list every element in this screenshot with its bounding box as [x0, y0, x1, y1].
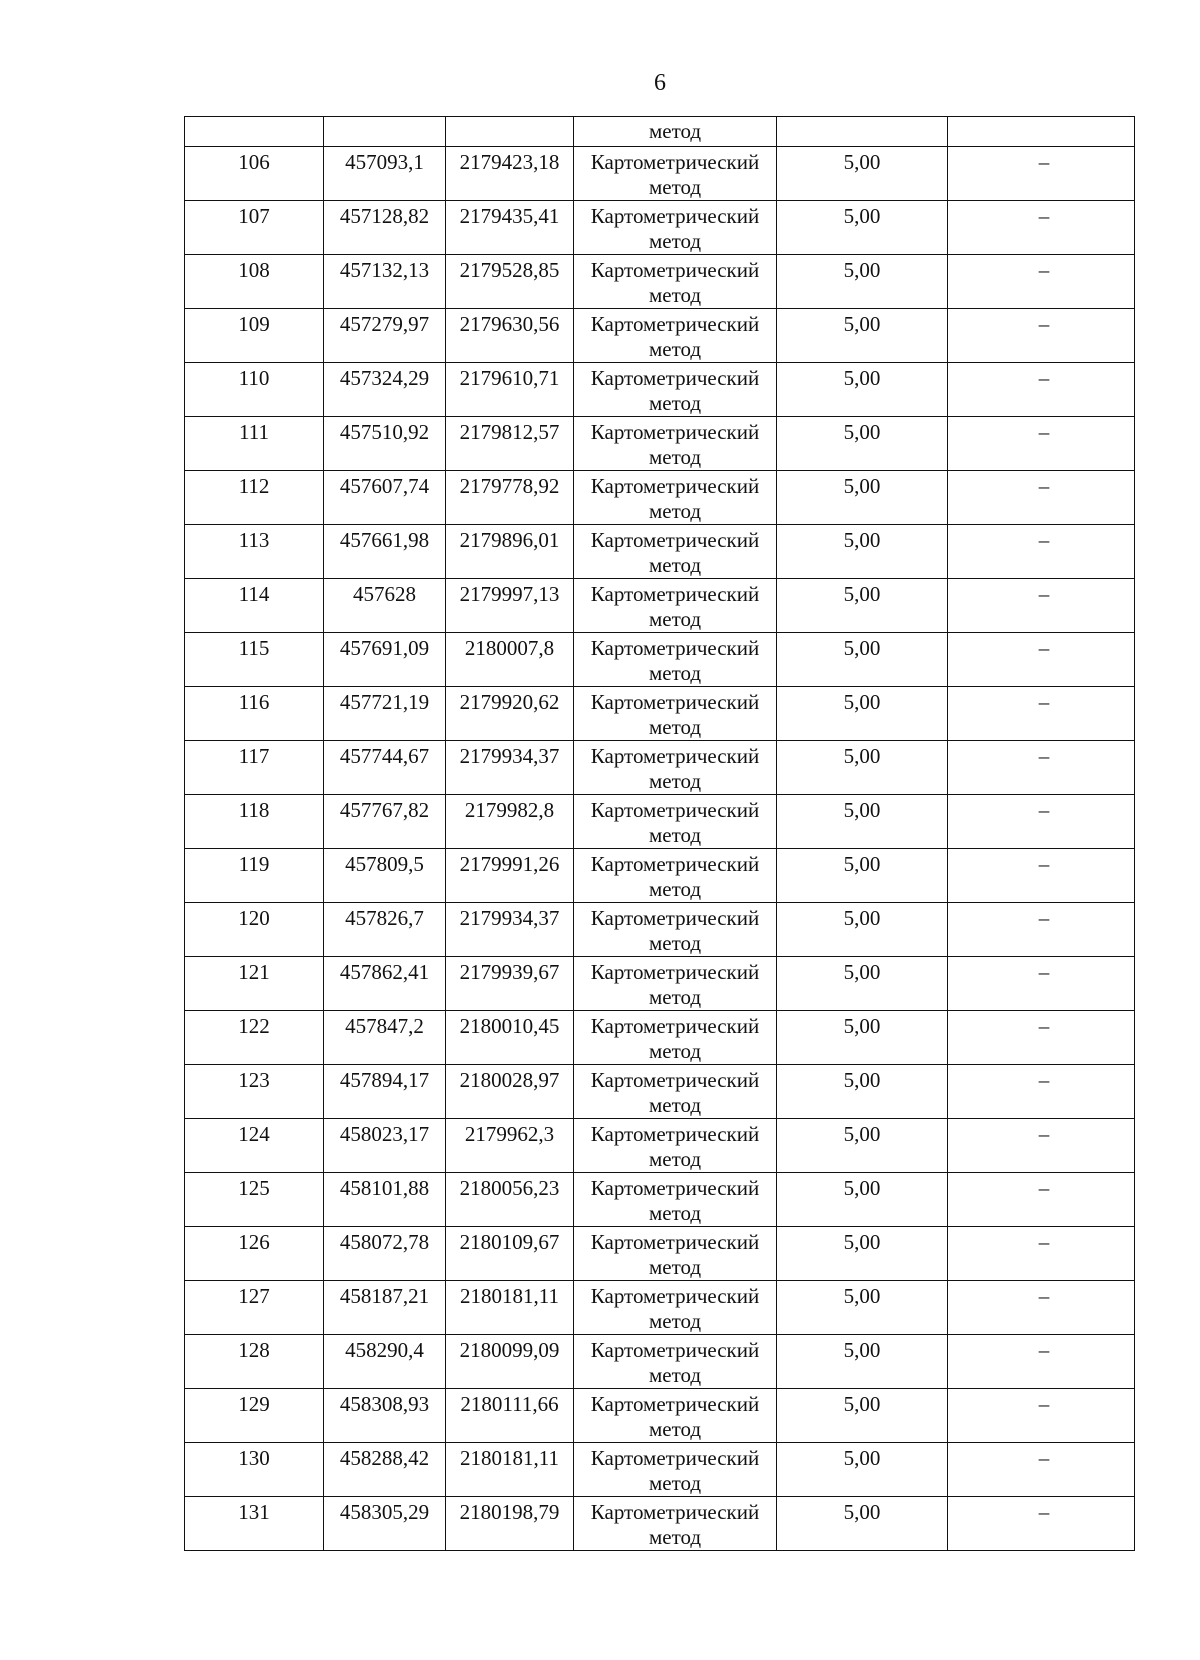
note-cell: [948, 741, 1135, 795]
note-dash: –: [1038, 1122, 1050, 1146]
y-coordinate-cell: 2179962,3: [446, 1119, 574, 1173]
table-row: [185, 1389, 1135, 1443]
table-body: [185, 117, 1135, 1551]
table-row: [185, 1281, 1135, 1335]
accuracy-cell: 5,00: [777, 1443, 948, 1497]
method-name-line: Картометрический: [590, 204, 760, 228]
method-cell: [574, 1443, 777, 1497]
method-name-line: метод: [648, 391, 702, 415]
x-coordinate-cell: 457607,74: [324, 471, 446, 525]
x-coordinate-cell: 457721,19: [324, 687, 446, 741]
note-cell: [948, 957, 1135, 1011]
y-coordinate-cell: 2179528,85: [446, 255, 574, 309]
method-name-line: метод: [648, 1255, 702, 1279]
method-cell: [574, 849, 777, 903]
method-cell: [574, 1119, 777, 1173]
method-name-line: метод: [648, 769, 702, 793]
method-name-line: метод: [648, 1417, 702, 1441]
method-cell: [574, 633, 777, 687]
note-dash: –: [1038, 1014, 1050, 1038]
table-row: [185, 1227, 1135, 1281]
point-number-cell: 119: [185, 849, 324, 903]
method-name-line: Картометрический: [590, 258, 760, 282]
note-dash: –: [1038, 528, 1050, 552]
accuracy-cell: 5,00: [777, 903, 948, 957]
accuracy-cell: 5,00: [777, 741, 948, 795]
table-row: [185, 741, 1135, 795]
table-row: [185, 471, 1135, 525]
accuracy-cell: 5,00: [777, 1389, 948, 1443]
method-name-line: метод: [648, 229, 702, 253]
accuracy-cell: 5,00: [777, 1281, 948, 1335]
method-name-line: метод: [648, 1201, 702, 1225]
method-name-line: метод: [648, 337, 702, 361]
method-cell: [574, 1281, 777, 1335]
note-dash: –: [1038, 312, 1050, 336]
note-cell: [948, 795, 1135, 849]
x-coordinate-cell: 457128,82: [324, 201, 446, 255]
method-cell: [574, 1335, 777, 1389]
method-name-line: метод: [648, 823, 702, 847]
accuracy-cell: 5,00: [777, 1227, 948, 1281]
y-coordinate-cell: 2179934,37: [446, 741, 574, 795]
y-coordinate-cell: 2180181,11: [446, 1281, 574, 1335]
page-number: 6: [654, 70, 666, 96]
method-name-line: метод: [648, 661, 702, 685]
x-coordinate-cell: 458305,29: [324, 1497, 446, 1551]
x-coordinate-cell: 457132,13: [324, 255, 446, 309]
note-dash: –: [1038, 1284, 1050, 1308]
y-coordinate-cell: 2179939,67: [446, 957, 574, 1011]
y-coordinate-cell: 2180198,79: [446, 1497, 574, 1551]
method-name-line: метод: [648, 175, 702, 199]
method-name-line: Картометрический: [590, 1338, 760, 1362]
note-cell: [948, 147, 1135, 201]
point-number-cell: 125: [185, 1173, 324, 1227]
method-name-line: Картометрический: [590, 852, 760, 876]
note-cell: [948, 579, 1135, 633]
accuracy-cell: 5,00: [777, 849, 948, 903]
note-cell: [948, 1389, 1135, 1443]
note-dash: –: [1038, 366, 1050, 390]
method-name-line: метод: [648, 1471, 702, 1495]
accuracy-cell: 5,00: [777, 579, 948, 633]
method-cell: [574, 1173, 777, 1227]
table-row: [185, 201, 1135, 255]
accuracy-cell: 5,00: [777, 471, 948, 525]
accuracy-cell: 5,00: [777, 1335, 948, 1389]
method-name-line: Картометрический: [590, 150, 760, 174]
method-name-line: метод: [648, 931, 702, 955]
y-coordinate-cell: 2180111,66: [446, 1389, 574, 1443]
table-row: [185, 957, 1135, 1011]
table-row: [185, 1497, 1135, 1551]
accuracy-cell: 5,00: [777, 363, 948, 417]
method-cell: [574, 363, 777, 417]
point-number-cell: 112: [185, 471, 324, 525]
y-coordinate-cell: 2179423,18: [446, 147, 574, 201]
x-coordinate-cell: 457847,2: [324, 1011, 446, 1065]
table-row: [185, 849, 1135, 903]
method-cell: [574, 1065, 777, 1119]
method-name-line: Картометрический: [590, 366, 760, 390]
method-name-line: метод: [648, 1525, 702, 1549]
method-cell: [574, 1011, 777, 1065]
point-number-cell: 110: [185, 363, 324, 417]
note-dash: –: [1038, 1446, 1050, 1470]
point-number-cell: 131: [185, 1497, 324, 1551]
note-cell: [948, 1173, 1135, 1227]
point-number-cell: 108: [185, 255, 324, 309]
method-name-line: метод: [648, 553, 702, 577]
table-row: [185, 1065, 1135, 1119]
method-name-line: Картометрический: [590, 420, 760, 444]
method-name-line: Картометрический: [590, 1176, 760, 1200]
method-name-line: Картометрический: [590, 1500, 760, 1524]
point-number-cell: 123: [185, 1065, 324, 1119]
accuracy-cell: 5,00: [777, 957, 948, 1011]
method-name-line: метод: [648, 1093, 702, 1117]
table-row: [185, 633, 1135, 687]
x-coordinate-cell: 457826,7: [324, 903, 446, 957]
point-number-cell: 126: [185, 1227, 324, 1281]
continuation-cell-method: метод: [574, 117, 777, 147]
y-coordinate-cell: 2179934,37: [446, 903, 574, 957]
continuation-cell-accuracy: [777, 117, 948, 147]
note-dash: –: [1038, 798, 1050, 822]
method-cell: [574, 687, 777, 741]
table-row: [185, 1443, 1135, 1497]
note-cell: [948, 849, 1135, 903]
x-coordinate-cell: 457093,1: [324, 147, 446, 201]
x-coordinate-cell: 458187,21: [324, 1281, 446, 1335]
continuation-cell-num: [185, 117, 324, 147]
table-row: [185, 579, 1135, 633]
method-name-line: Картометрический: [590, 312, 760, 336]
method-name-line: Картометрический: [590, 960, 760, 984]
continuation-row: [185, 117, 1135, 147]
method-cell: [574, 741, 777, 795]
y-coordinate-cell: 2179991,26: [446, 849, 574, 903]
y-coordinate-cell: 2179982,8: [446, 795, 574, 849]
note-dash: –: [1038, 582, 1050, 606]
method-name-line: Картометрический: [590, 744, 760, 768]
y-coordinate-cell: 2180007,8: [446, 633, 574, 687]
y-coordinate-cell: 2179812,57: [446, 417, 574, 471]
point-number-cell: 118: [185, 795, 324, 849]
point-number-cell: 130: [185, 1443, 324, 1497]
point-number-cell: 115: [185, 633, 324, 687]
accuracy-cell: 5,00: [777, 417, 948, 471]
method-name-line: Картометрический: [590, 906, 760, 930]
point-number-cell: 129: [185, 1389, 324, 1443]
accuracy-cell: 5,00: [777, 795, 948, 849]
method-name-line: Картометрический: [590, 582, 760, 606]
x-coordinate-cell: 458023,17: [324, 1119, 446, 1173]
note-cell: [948, 471, 1135, 525]
accuracy-cell: 5,00: [777, 1065, 948, 1119]
note-dash: –: [1038, 1500, 1050, 1524]
method-cell: [574, 201, 777, 255]
note-cell: [948, 201, 1135, 255]
note-dash: –: [1038, 474, 1050, 498]
y-coordinate-cell: 2180056,23: [446, 1173, 574, 1227]
method-name-line: метод: [648, 445, 702, 469]
y-coordinate-cell: 2179610,71: [446, 363, 574, 417]
x-coordinate-cell: 457324,29: [324, 363, 446, 417]
method-cell: [574, 1497, 777, 1551]
point-number-cell: 106: [185, 147, 324, 201]
method-cell: [574, 417, 777, 471]
method-name-line: Картометрический: [590, 690, 760, 714]
y-coordinate-cell: 2179778,92: [446, 471, 574, 525]
note-dash: –: [1038, 690, 1050, 714]
point-number-cell: 128: [185, 1335, 324, 1389]
note-cell: [948, 1065, 1135, 1119]
accuracy-cell: 5,00: [777, 1011, 948, 1065]
method-cell: [574, 1389, 777, 1443]
method-cell: [574, 957, 777, 1011]
point-number-cell: 127: [185, 1281, 324, 1335]
note-cell: [948, 633, 1135, 687]
note-cell: [948, 1335, 1135, 1389]
x-coordinate-cell: 457744,67: [324, 741, 446, 795]
x-coordinate-cell: 457809,5: [324, 849, 446, 903]
x-coordinate-cell: 457279,97: [324, 309, 446, 363]
point-number-cell: 117: [185, 741, 324, 795]
x-coordinate-cell: 458101,88: [324, 1173, 446, 1227]
y-coordinate-cell: 2179435,41: [446, 201, 574, 255]
point-number-cell: 122: [185, 1011, 324, 1065]
method-cell: [574, 471, 777, 525]
accuracy-cell: 5,00: [777, 525, 948, 579]
table-row: [185, 1335, 1135, 1389]
method-name-line: Картометрический: [590, 1392, 760, 1416]
point-number-cell: 124: [185, 1119, 324, 1173]
method-name-line: метод: [648, 1309, 702, 1333]
note-cell: [948, 1227, 1135, 1281]
point-number-cell: 107: [185, 201, 324, 255]
note-cell: [948, 687, 1135, 741]
note-dash: –: [1038, 744, 1050, 768]
accuracy-cell: 5,00: [777, 309, 948, 363]
table-row: [185, 687, 1135, 741]
note-dash: –: [1038, 204, 1050, 228]
method-name-line: метод: [648, 607, 702, 631]
method-cell: [574, 579, 777, 633]
method-cell: [574, 1227, 777, 1281]
x-coordinate-cell: 457767,82: [324, 795, 446, 849]
note-cell: [948, 1497, 1135, 1551]
note-cell: [948, 417, 1135, 471]
method-cell: [574, 255, 777, 309]
y-coordinate-cell: 2179896,01: [446, 525, 574, 579]
y-coordinate-cell: 2180109,67: [446, 1227, 574, 1281]
note-dash: –: [1038, 960, 1050, 984]
continuation-cell-y: [446, 117, 574, 147]
coordinates-table: [184, 116, 1135, 1551]
x-coordinate-cell: 458072,78: [324, 1227, 446, 1281]
table-row: [185, 1119, 1135, 1173]
method-name-line: метод: [648, 1147, 702, 1171]
table-row: [185, 795, 1135, 849]
note-dash: –: [1038, 1176, 1050, 1200]
method-cell: [574, 309, 777, 363]
y-coordinate-cell: 2180028,97: [446, 1065, 574, 1119]
note-dash: –: [1038, 258, 1050, 282]
accuracy-cell: 5,00: [777, 201, 948, 255]
method-name-line: Картометрический: [590, 1446, 760, 1470]
note-dash: –: [1038, 420, 1050, 444]
x-coordinate-cell: 457510,92: [324, 417, 446, 471]
method-name-line: Картометрический: [590, 636, 760, 660]
accuracy-cell: 5,00: [777, 1497, 948, 1551]
note-dash: –: [1038, 1392, 1050, 1416]
table-row: [185, 147, 1135, 201]
note-cell: [948, 1443, 1135, 1497]
y-coordinate-cell: 2180099,09: [446, 1335, 574, 1389]
x-coordinate-cell: 457862,41: [324, 957, 446, 1011]
point-number-cell: 109: [185, 309, 324, 363]
method-name-line: Картометрический: [590, 1014, 760, 1038]
method-name-line: Картометрический: [590, 474, 760, 498]
x-coordinate-cell: 457661,98: [324, 525, 446, 579]
point-number-cell: 111: [185, 417, 324, 471]
method-name-line: метод: [648, 715, 702, 739]
method-cell: [574, 903, 777, 957]
note-dash: –: [1038, 150, 1050, 174]
continuation-cell-x: [324, 117, 446, 147]
accuracy-cell: 5,00: [777, 633, 948, 687]
note-cell: [948, 1011, 1135, 1065]
method-name-line: Картометрический: [590, 1284, 760, 1308]
point-number-cell: 120: [185, 903, 324, 957]
method-cell: [574, 795, 777, 849]
note-dash: –: [1038, 1338, 1050, 1362]
table-row: [185, 417, 1135, 471]
note-dash: –: [1038, 636, 1050, 660]
table-row: [185, 1173, 1135, 1227]
method-name-line: Картометрический: [590, 528, 760, 552]
point-number-cell: 121: [185, 957, 324, 1011]
note-dash: –: [1038, 906, 1050, 930]
method-name-line: Картометрический: [590, 1122, 760, 1146]
continuation-cell-note: [948, 117, 1135, 147]
point-number-cell: 113: [185, 525, 324, 579]
x-coordinate-cell: 458308,93: [324, 1389, 446, 1443]
note-dash: –: [1038, 1230, 1050, 1254]
y-coordinate-cell: 2179997,13: [446, 579, 574, 633]
y-coordinate-cell: 2179630,56: [446, 309, 574, 363]
method-cell: [574, 525, 777, 579]
y-coordinate-cell: 2180010,45: [446, 1011, 574, 1065]
x-coordinate-cell: 457628: [324, 579, 446, 633]
y-coordinate-cell: 2180181,11: [446, 1443, 574, 1497]
note-cell: [948, 1119, 1135, 1173]
x-coordinate-cell: 457894,17: [324, 1065, 446, 1119]
note-cell: [948, 363, 1135, 417]
note-dash: –: [1038, 1068, 1050, 1092]
table-row: [185, 255, 1135, 309]
method-name-line: метод: [648, 1039, 702, 1063]
note-cell: [948, 1281, 1135, 1335]
table-row: [185, 525, 1135, 579]
method-name-line: Картометрический: [590, 1230, 760, 1254]
method-name-line: метод: [648, 877, 702, 901]
method-name-line: Картометрический: [590, 1068, 760, 1092]
accuracy-cell: 5,00: [777, 255, 948, 309]
accuracy-cell: 5,00: [777, 1173, 948, 1227]
method-name-line: метод: [648, 985, 702, 1009]
x-coordinate-cell: 458288,42: [324, 1443, 446, 1497]
accuracy-cell: 5,00: [777, 687, 948, 741]
note-cell: [948, 309, 1135, 363]
note-cell: [948, 525, 1135, 579]
note-cell: [948, 903, 1135, 957]
table-row: [185, 309, 1135, 363]
method-name-line: метод: [648, 1363, 702, 1387]
table-row: [185, 903, 1135, 957]
accuracy-cell: 5,00: [777, 147, 948, 201]
accuracy-cell: 5,00: [777, 1119, 948, 1173]
point-number-cell: 116: [185, 687, 324, 741]
x-coordinate-cell: 457691,09: [324, 633, 446, 687]
point-number-cell: 114: [185, 579, 324, 633]
method-name-line: метод: [648, 283, 702, 307]
method-cell: [574, 147, 777, 201]
x-coordinate-cell: 458290,4: [324, 1335, 446, 1389]
y-coordinate-cell: 2179920,62: [446, 687, 574, 741]
method-name-line: метод: [648, 499, 702, 523]
table-row: [185, 363, 1135, 417]
method-name-line: Картометрический: [590, 798, 760, 822]
table-row: [185, 1011, 1135, 1065]
note-cell: [948, 255, 1135, 309]
note-dash: –: [1038, 852, 1050, 876]
